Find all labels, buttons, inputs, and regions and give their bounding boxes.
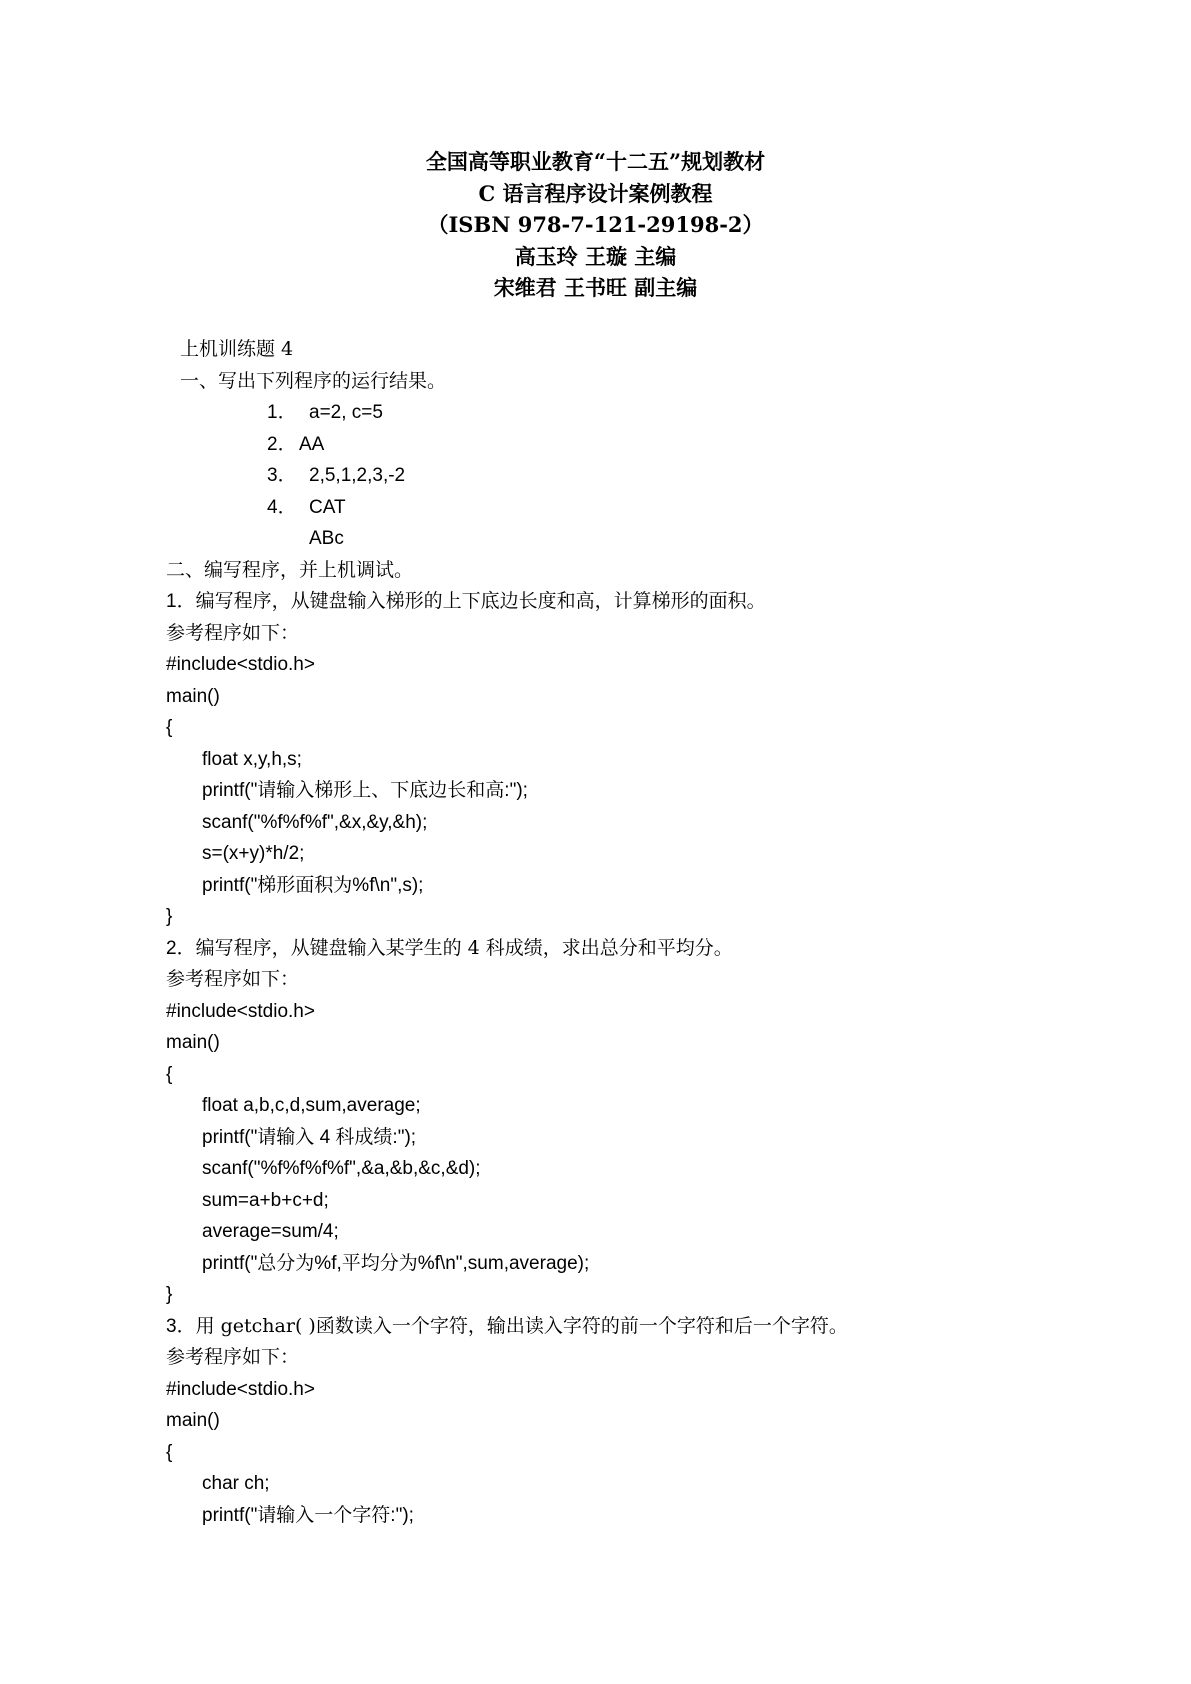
reference-label: 参考程序如下： [166,621,300,644]
code-line: printf("总分为%f,平均分为%f\n",sum,average); [202,1252,590,1274]
answer-item [166,523,1126,555]
question-text: 编写程序，从键盘输入某学生的 4 科成绩，求出总分和平均分。 [195,936,733,959]
answer-number: 4． [267,496,297,518]
part1-heading: 一、写出下列程序的运行结果。 [180,369,447,392]
code-line: average=sum/4; [202,1221,339,1242]
question-text: 编写程序，从键盘输入梯形的上下底边长度和高，计算梯形的面积。 [195,590,766,612]
associate-editors: 宋维君 王书旺 副主编 [493,275,698,300]
exercise-title: 上机训练题 4 [180,338,294,360]
code-line: scanf("%f%f%f",&x,&y,&h); [202,811,428,833]
question-1 [166,586,1126,618]
answer-text: CAT [309,496,346,518]
code-line: #include<stdio.h> [166,1378,315,1400]
question-3 [166,1311,1126,1343]
answer-item [166,429,1126,461]
answer-text: ABc [309,528,344,549]
code-line: sum=a+b+c+d; [202,1189,329,1211]
code-line: printf("请输入 4 科成绩:"); [202,1126,417,1148]
code-line: char ch; [202,1473,270,1494]
reference-label: 参考程序如下： [166,1346,300,1368]
code-line: printf("请输入一个字符:"); [202,1504,414,1526]
code-line: scanf("%f%f%f%f",&a,&b,&c,&d); [202,1158,481,1179]
code-line: main() [166,1410,220,1431]
question-number: 2． [166,937,196,959]
answer-number: 2． [267,433,297,455]
answer-text: a=2, c=5 [309,402,383,423]
code-line: { [166,717,173,738]
code-line: s=(x+y)*h/2; [202,843,305,864]
code-line: main() [166,1032,220,1053]
code-line: { [166,1063,173,1085]
code-line: #include<stdio.h> [166,654,315,675]
part2-heading: 二、编写程序，并上机调试。 [166,558,414,581]
series-title: 全国高等职业教育“十二五”规划教材 [425,149,766,174]
question-text: 用 getchar( )函数读入一个字符，输出读入字符的前一个字符和后一个字符。 [195,1314,848,1337]
code-line: } [166,1284,173,1305]
question-number: 1． [166,591,196,612]
code-line: } [166,906,173,927]
code-line: { [166,1441,173,1463]
code-line: float a,b,c,d,sum,average; [202,1095,421,1116]
exercise-body [166,334,1126,1531]
answer-item [166,397,1126,429]
code-line: printf("梯形面积为%f\n",s); [202,874,424,896]
answer-text: 2,5,1,2,3,-2 [309,465,406,486]
reference-label: 参考程序如下： [166,968,300,990]
answer-item [166,492,1126,524]
answer-text: AA [299,433,325,455]
question-number: 3． [166,1315,196,1337]
isbn: （ISBN 978-7-121-29198-2） [427,212,764,237]
answer-number: 3． [267,465,297,486]
code-line: printf("请输入梯形上、下底边长和高:"); [202,780,528,801]
editors: 高玉玲 王璇 主编 [514,243,677,269]
question-2 [166,933,1126,965]
answer-number: 1． [267,402,297,423]
code-line: #include<stdio.h> [166,1000,315,1022]
answer-item [166,460,1126,492]
code-line: main() [166,685,220,707]
book-header [0,146,1191,304]
code-line: float x,y,h,s; [202,748,302,770]
book-title: C 语言程序设计案例教程 [478,180,713,206]
